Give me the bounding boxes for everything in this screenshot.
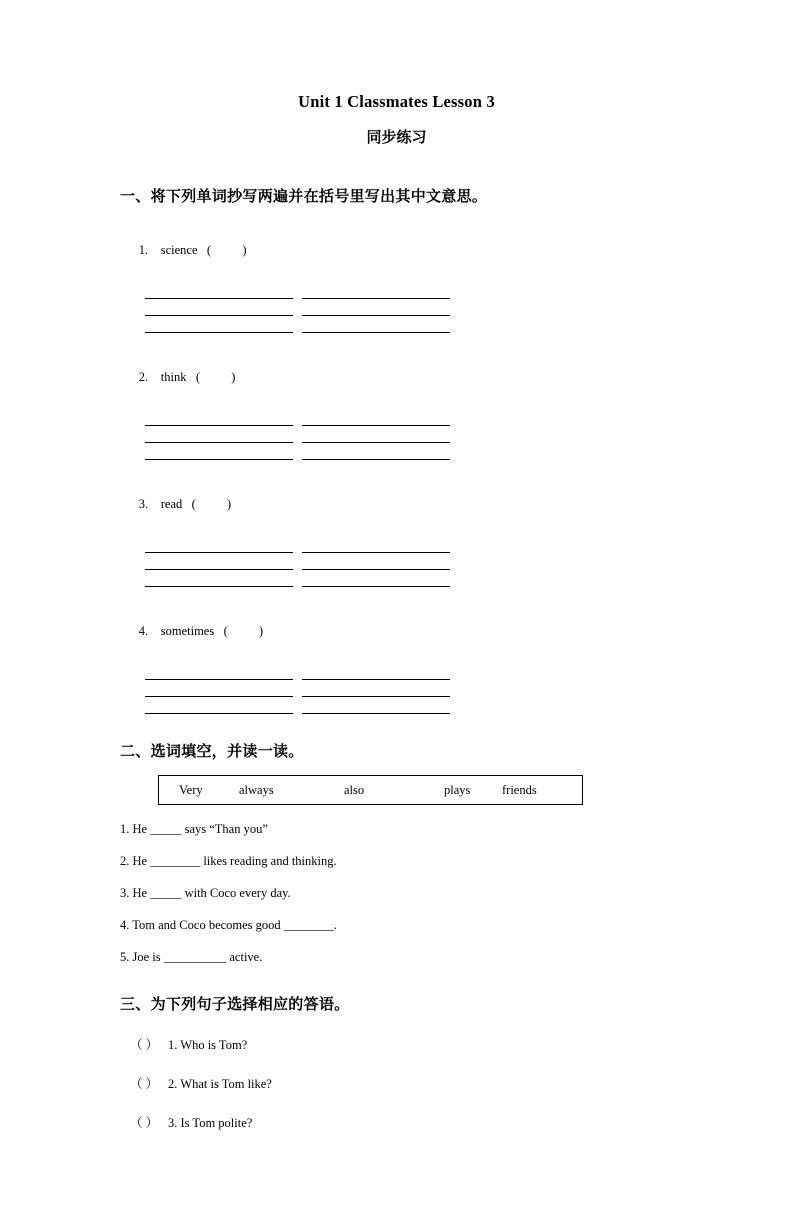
match-question[interactable] [130, 1074, 673, 1092]
writing-lines-left[interactable] [145, 665, 293, 714]
write-line[interactable] [145, 680, 293, 697]
writing-lines-right[interactable] [302, 665, 450, 714]
copy-word-item [120, 482, 673, 527]
page-subtitle: 同步练习 [366, 128, 427, 146]
write-line[interactable] [145, 411, 293, 426]
writing-lines-left[interactable] [145, 538, 293, 587]
write-line[interactable] [302, 284, 450, 299]
meaning-blank[interactable]: ( ) [191, 497, 232, 511]
write-line[interactable] [302, 553, 450, 570]
word-bank-item[interactable]: Very [179, 782, 203, 797]
write-line[interactable] [145, 316, 293, 333]
worksheet-page [0, 92, 793, 1214]
meaning-blank[interactable]: ( ) [206, 243, 247, 257]
fill-blank-question[interactable]: 4. Tom and Coco becomes good ________. [120, 918, 337, 932]
word-text: read [160, 497, 183, 511]
fill-blank-question[interactable]: 5. Joe is __________ active. [120, 950, 263, 964]
match-question[interactable] [130, 1035, 673, 1053]
write-line[interactable] [302, 538, 450, 553]
item-number: 2. [138, 370, 149, 384]
copy-word-block [120, 228, 673, 333]
copy-word-item [120, 609, 673, 654]
write-line[interactable] [145, 443, 293, 460]
answer-bracket[interactable]: （ ） [130, 1116, 159, 1130]
section-1-heading: 一、将下列单词抄写两遍并在括号里写出其中文意思。 [120, 187, 488, 205]
word-bank [158, 775, 583, 805]
write-line[interactable] [145, 299, 293, 316]
fill-blank-question[interactable]: 1. He _____ says “Than you” [120, 822, 268, 836]
writing-lines-left[interactable] [145, 411, 293, 460]
word-bank-item[interactable]: always [239, 782, 274, 797]
match-question[interactable] [130, 1113, 673, 1131]
word-text: science [160, 243, 198, 257]
writing-lines-right[interactable] [302, 538, 450, 587]
write-line[interactable] [145, 538, 293, 553]
page-title: Unit 1 Classmates Lesson 3 [298, 92, 495, 111]
match-question-text: 2. What is Tom like? [168, 1077, 272, 1091]
copy-word-block [120, 355, 673, 460]
section-3-heading: 三、为下列句子选择相应的答语。 [120, 995, 350, 1013]
answer-bracket[interactable]: （ ） [130, 1077, 159, 1091]
writing-lines[interactable] [145, 665, 673, 714]
answer-bracket[interactable]: （ ） [130, 1038, 159, 1052]
word-bank-item[interactable]: friends [502, 782, 537, 797]
write-line[interactable] [302, 680, 450, 697]
match-question-text: 1. Who is Tom? [168, 1038, 248, 1052]
writing-lines[interactable] [145, 538, 673, 587]
writing-lines-right[interactable] [302, 411, 450, 460]
word-bank-item[interactable]: also [344, 782, 365, 797]
item-number: 1. [138, 243, 149, 257]
write-line[interactable] [145, 665, 293, 680]
write-line[interactable] [145, 697, 293, 714]
write-line[interactable] [145, 426, 293, 443]
word-bank-item[interactable]: plays [444, 782, 471, 797]
meaning-blank[interactable]: ( ) [223, 624, 264, 638]
meaning-blank[interactable]: ( ) [195, 370, 236, 384]
word-text: sometimes [160, 624, 215, 638]
section-2-heading: 二、选词填空，并读一读。 [120, 742, 304, 760]
write-line[interactable] [302, 299, 450, 316]
writing-lines[interactable] [145, 411, 673, 460]
write-line[interactable] [302, 426, 450, 443]
copy-word-block [120, 482, 673, 587]
writing-lines-right[interactable] [302, 284, 450, 333]
write-line[interactable] [302, 665, 450, 680]
copy-word-item [120, 228, 673, 273]
write-line[interactable] [145, 284, 293, 299]
fill-blank-question[interactable]: 3. He _____ with Coco every day. [120, 886, 291, 900]
match-question-text: 3. Is Tom polite? [168, 1116, 253, 1130]
fill-blank-question[interactable]: 2. He ________ likes reading and thinking. [120, 854, 337, 868]
write-line[interactable] [302, 411, 450, 426]
write-line[interactable] [302, 697, 450, 714]
write-line[interactable] [302, 316, 450, 333]
copy-word-block [120, 609, 673, 714]
writing-lines-left[interactable] [145, 284, 293, 333]
word-text: think [160, 370, 187, 384]
item-number: 4. [138, 624, 149, 638]
item-number: 3. [138, 497, 149, 511]
write-line[interactable] [145, 553, 293, 570]
writing-lines[interactable] [145, 284, 673, 333]
copy-word-item [120, 355, 673, 400]
write-line[interactable] [302, 570, 450, 587]
write-line[interactable] [145, 570, 293, 587]
write-line[interactable] [302, 443, 450, 460]
